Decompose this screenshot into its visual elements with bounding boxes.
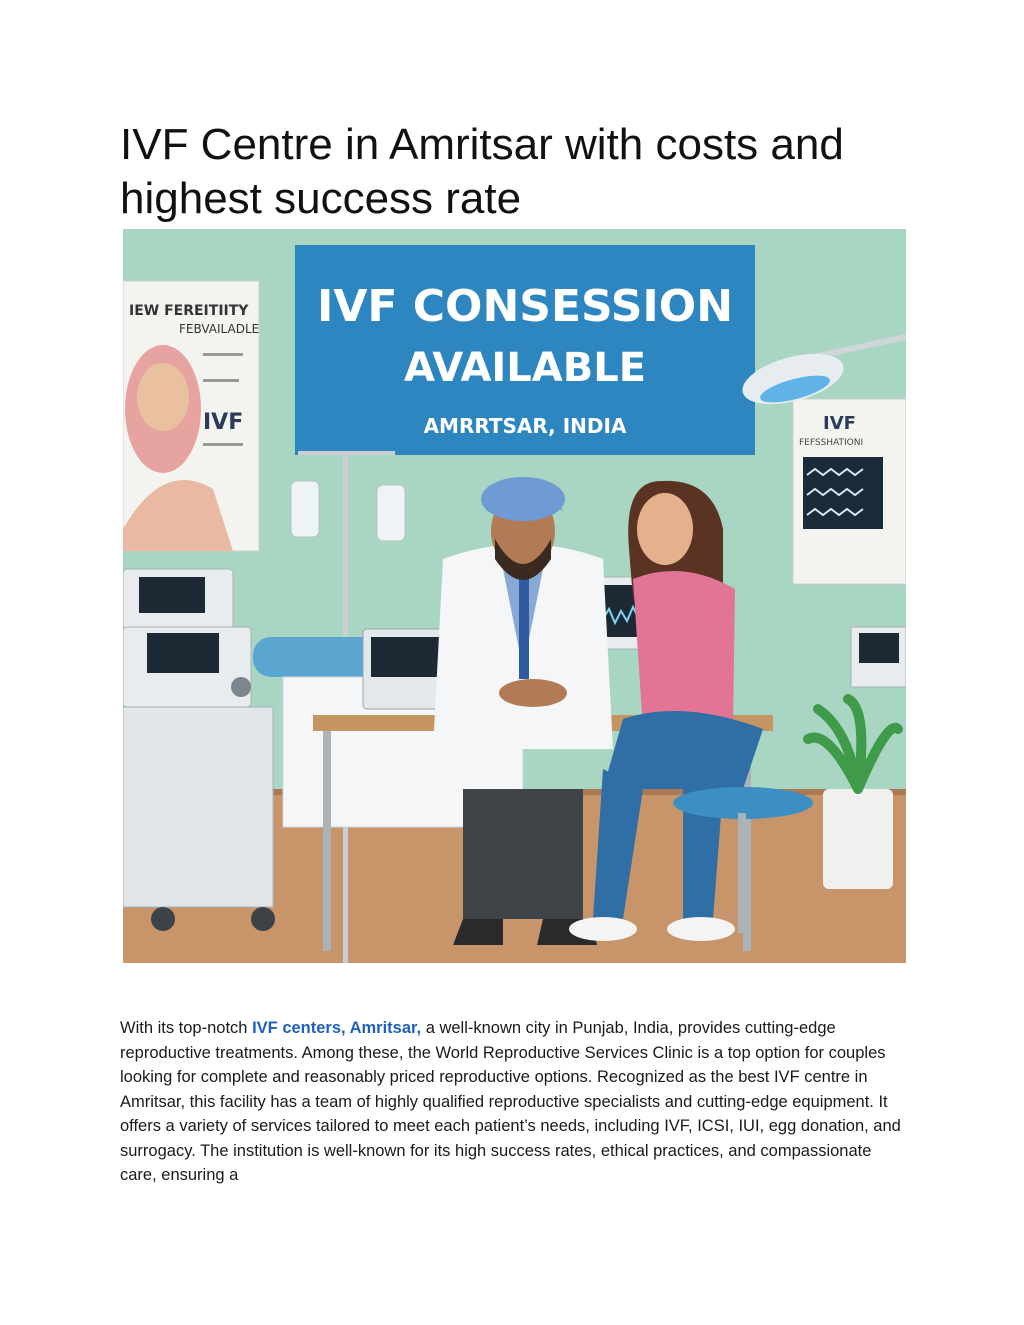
hero-image (123, 229, 906, 963)
page-title: IVF Centre in Amritsar with costs and highest success rate (120, 120, 844, 223)
banner-line1: IVF CONSESSION (316, 281, 734, 332)
paragraph-body: a well-known city in Punjab, India, provides cutting-edge reproductive treatments. Among these, the World Reproductive Services Clinic is a top option for couples looking for complete and reasonably priced reproductive options. Recognized as the best IVF centre in Amritsar, this facility has a team of highly qualified reproductive specialists and cutting-edge equipment. It offers a variety of services tailored to meet each patient’s needs, including IVF, ICSI, IUI, egg donation, and surrogacy. The institution is well-known for its high success rates, ethical practices, and compassionate care, ensuring a (120, 1019, 901, 1184)
body-paragraph (120, 1016, 910, 1188)
banner-line2: AVAILABLE (403, 345, 647, 391)
paragraph-intro: With its top-notch (120, 1019, 253, 1037)
poster-left-ivf: IVF (203, 410, 244, 435)
poster-left-line1: IEW FEREITIITY (129, 303, 249, 319)
poster-left-line2: FEBVAILADLE (179, 322, 260, 336)
left-poster (123, 281, 259, 551)
right-poster (793, 399, 906, 584)
banner (295, 245, 755, 455)
poster-right-sub: FEFSSHATIONI (799, 438, 864, 448)
poster-right-ivf: IVF (823, 413, 856, 434)
banner-line3: AMRRTSAR, INDIA (423, 414, 627, 438)
ivf-centers-link[interactable]: IVF centers, Amritsar, (252, 1019, 422, 1037)
